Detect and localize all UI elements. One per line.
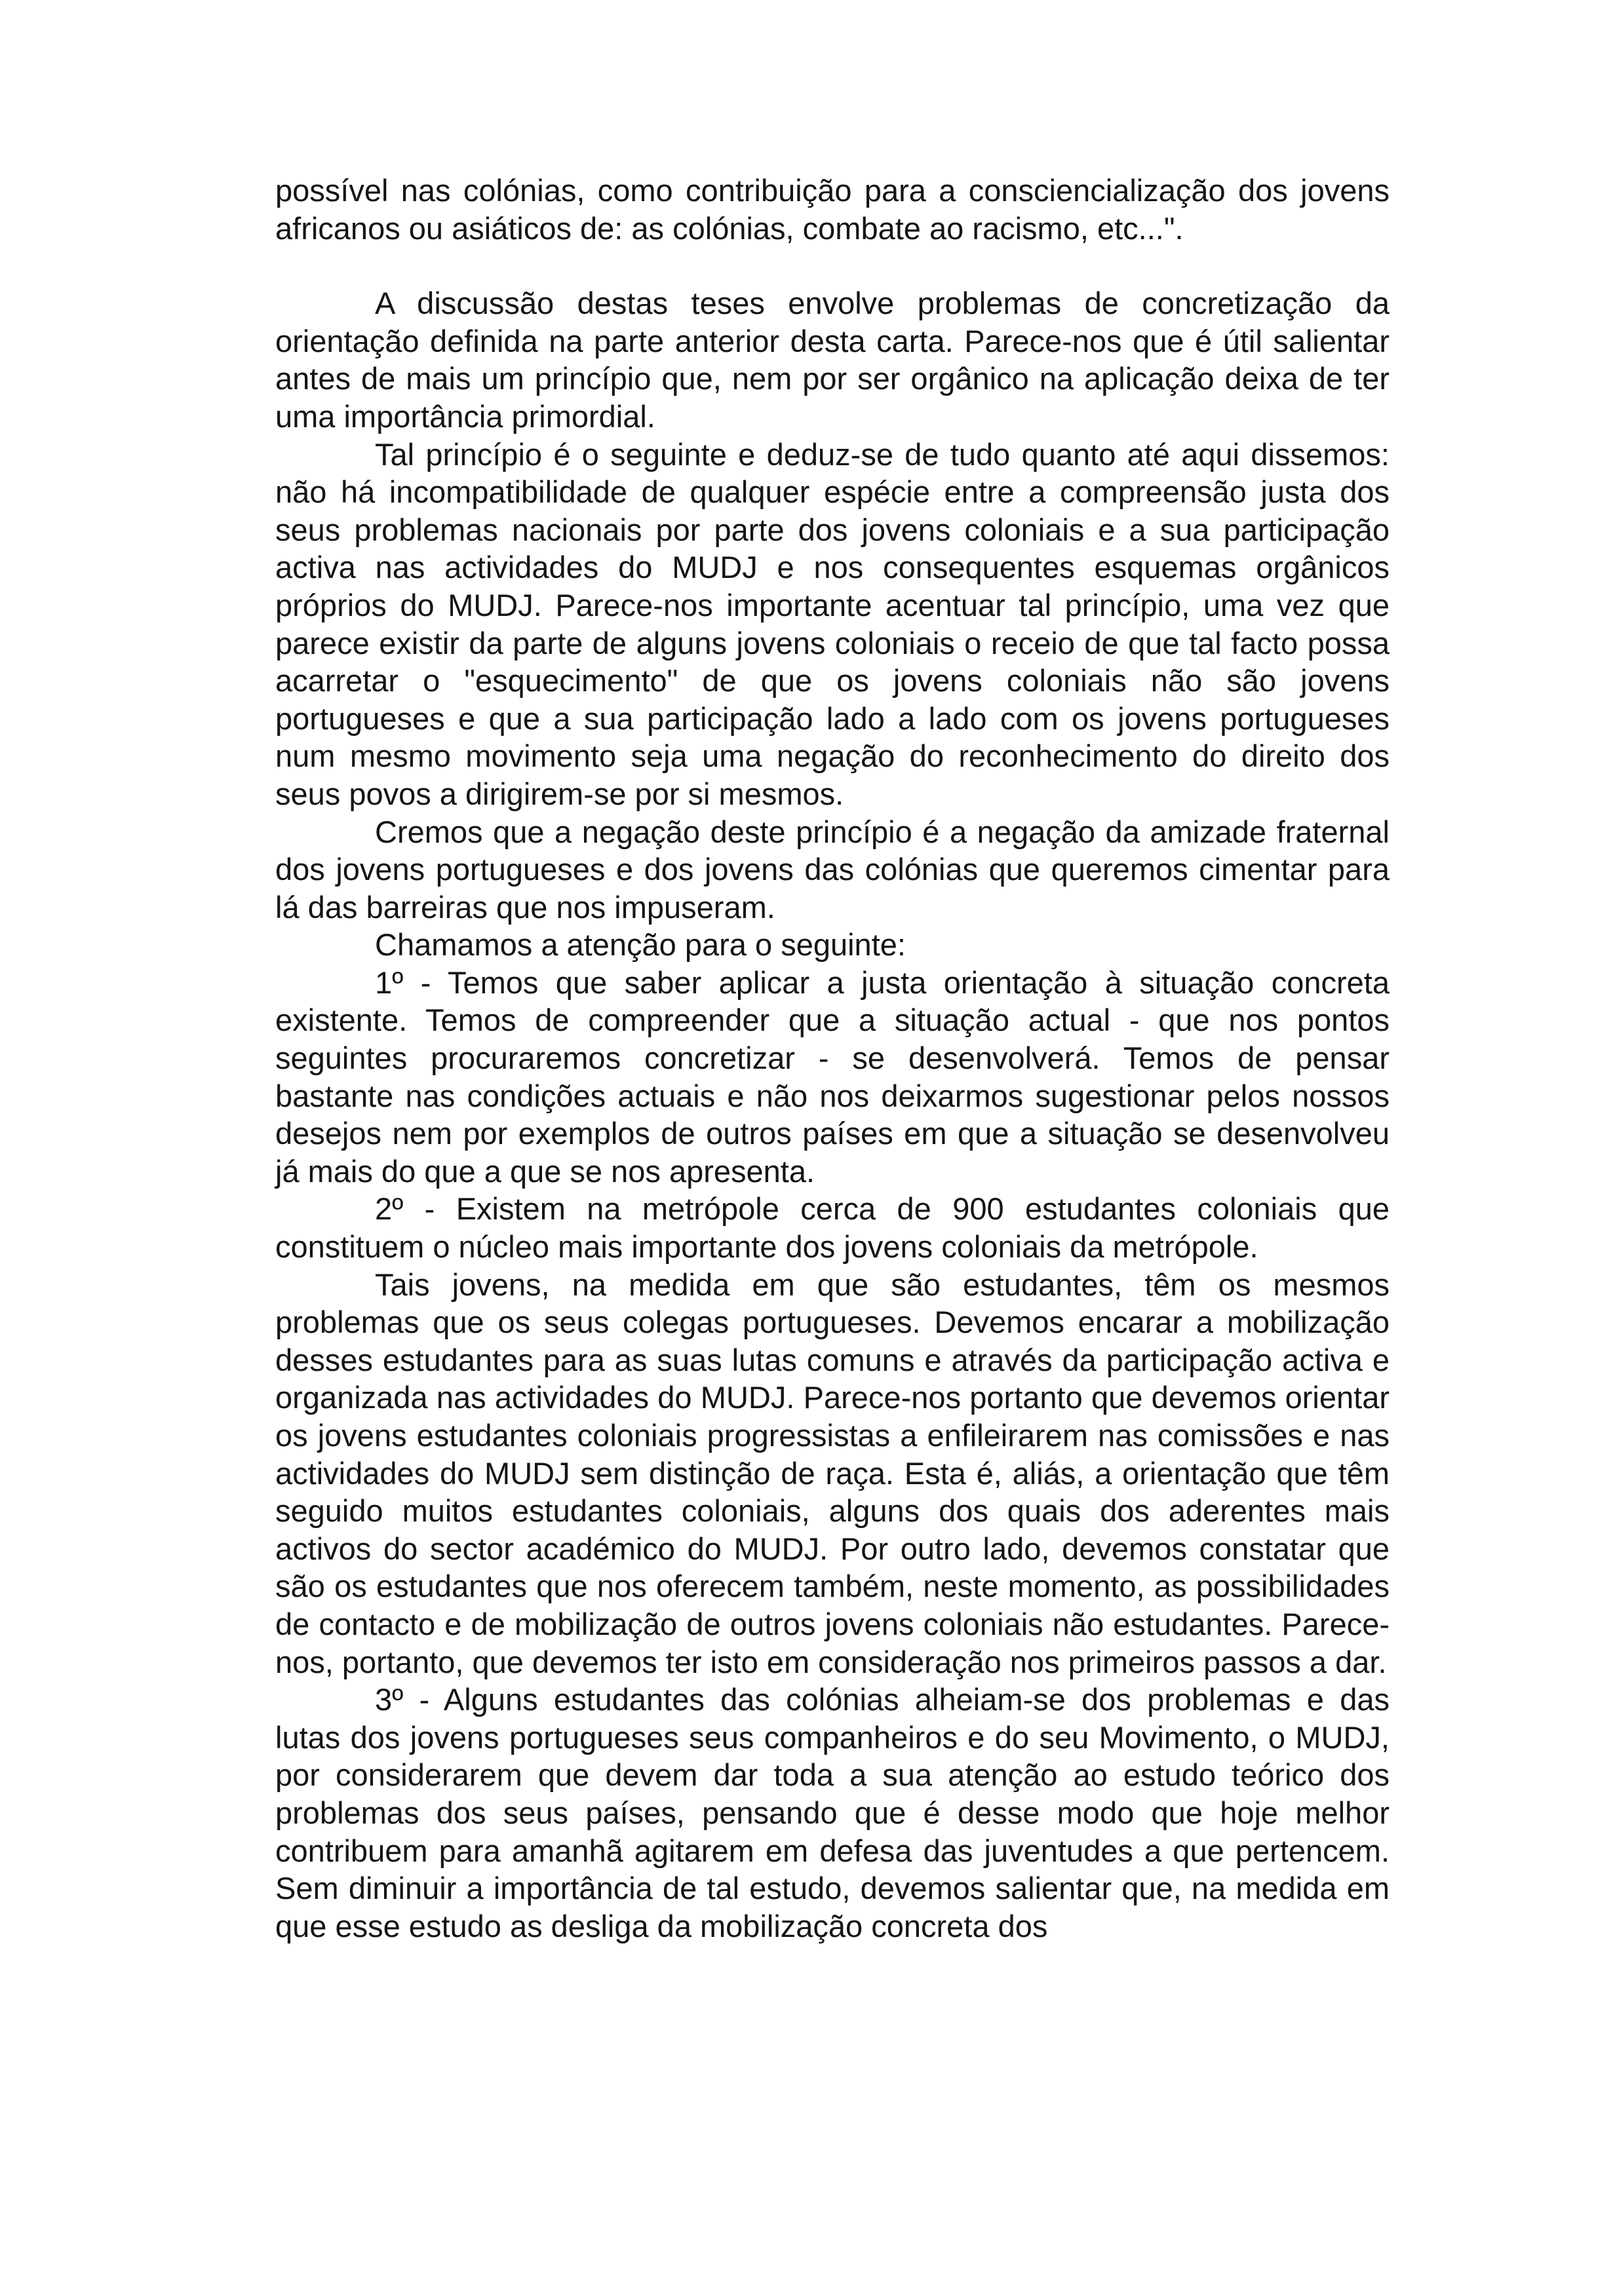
paragraph-2: A discussão destas teses envolve problemas de concretização da orientação definida na parte anterior desta carta. Parece-nos que é útil salientar antes de mais um princípio que, nem por ser orgânico na aplicação deixa de ter uma importância primordial. bbox=[275, 286, 1390, 434]
paragraph-4: Cremos que a negação deste princípio é a negação da amizade fraternal dos jovens portugueses e dos jovens das colónias que queremos cimentar para lá das barreiras que nos impuseram. bbox=[275, 814, 1390, 925]
paragraph-7: Tais jovens, na medida em que são estudantes, têm os mesmos problemas que os seus colegas portugueses. Devemos encarar a mobilização desses estudantes para as suas lutas comuns e através da participação activa e organizada nas actividades do MUDJ. Parece-nos portanto que devemos orientar os jovens estudantes coloniais progressistas a enfileirarem nas comissões e nas actividades do MUDJ sem distinção de raça. Esta é, aliás, a orientação que têm seguido muitos estudantes coloniais, alguns dos quais dos aderentes mais activos do sector académico do MUDJ. Por outro lado, devemos constatar que são os estudantes que nos oferecem também, neste momento, as possibilidades de contacto e de mobilização de outros jovens coloniais não estudantes. Parece-nos, portanto, que devemos ter isto em consideração nos primeiros passos a dar. bbox=[275, 1267, 1390, 1679]
paragraph-3: Tal princípio é o seguinte e deduz-se de tudo quanto até aqui dissemos: não há incompatibilidade de qualquer espécie entre a compreensão justa dos seus problemas nacionais por parte dos jovens coloniais e a sua participação activa nas actividades do MUDJ e nos consequentes esquemas orgânicos próprios do MUDJ. Parece-nos importante acentuar tal princípio, uma vez que parece existir da parte de alguns jovens coloniais o receio de que tal facto possa acarretar o "esquecimento" de que os jovens coloniais não são jovens portugueses e que a sua participação lado a lado com os jovens portugueses num mesmo movimento seja uma negação do reconhecimento do direito dos seus povos a dirigirem-se por si mesmos. bbox=[275, 436, 1390, 811]
paragraph-point-3: 3º - Alguns estudantes das colónias alheiam-se dos problemas e das lutas dos jovens portugueses seus companheiros e do seu Movimento, o MUDJ, por considerarem que devem dar toda a sua atenção ao estudo teórico dos problemas dos seus países, pensando que é desse modo que hoje melhor contribuem para amanhã agitarem em defesa das juventudes a que pertencem. Sem diminuir a importância de tal estudo, devemos salientar que, na medida em que esse estudo as desliga da mobilização concreta dos bbox=[275, 1682, 1390, 1943]
paragraph-5: Chamamos a atenção para o seguinte: bbox=[375, 927, 906, 963]
paragraph-1: possível nas colónias, como contribuição para a consciencialização dos jovens africanos ou asiáticos de: as colónias, combate ao racismo, etc...". bbox=[275, 173, 1390, 246]
body-text bbox=[275, 172, 1390, 1945]
paragraph-point-2: 2º - Existem na metrópole cerca de 900 estudantes coloniais que constituem o núcleo mais importante dos jovens coloniais da metrópole. bbox=[275, 1191, 1390, 1265]
paragraph-point-1: 1º - Temos que saber aplicar a justa orientação à situação concreta existente. Temos de compreender que a situação actual - que nos pontos seguintes procuraremos concretizar - se desenvolverá. Temos de pensar bastante nas condições actuais e não nos deixarmos sugestionar pelos nossos desejos nem por exemplos de outros países em que a situação se desenvolveu já mais do que a que se nos apresenta. bbox=[275, 965, 1390, 1189]
